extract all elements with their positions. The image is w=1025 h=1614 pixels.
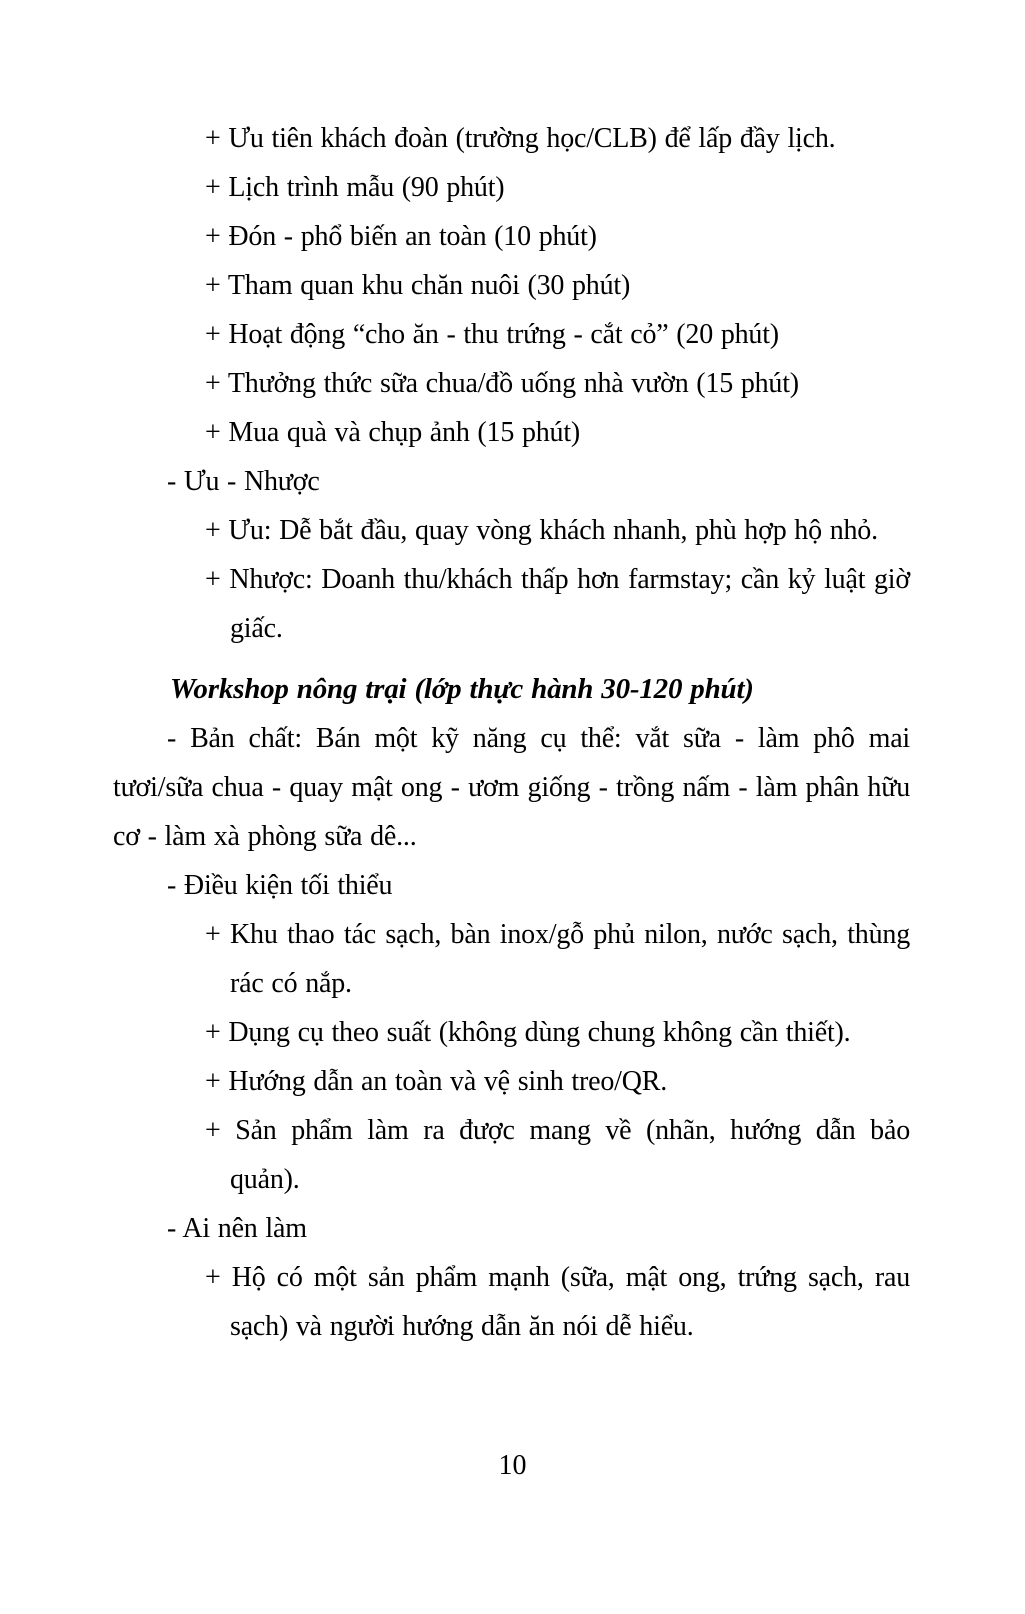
paragraph: + Ưu: Dễ bắt đầu, quay vòng khách nhanh, phù hợp hộ nhỏ. <box>205 515 878 546</box>
paragraph: + Ưu tiên khách đoàn (trường học/CLB) để lấp đầy lịch. <box>205 123 836 154</box>
paragraph: - Bản chất: Bán một kỹ năng cụ thể: vắt sữa - làm phô mai tươi/sữa chua - quay mật ong - ươm giống - trồng nấm - làm phân hữu cơ - làm xà phòng sữa dê... <box>113 723 910 852</box>
paragraph: + Hộ có một sản phẩm mạnh (sữa, mật ong, trứng sạch, rau sạch) và người hướng dẫn ăn nói dễ hiểu. <box>205 1262 910 1342</box>
paragraph: + Đón - phổ biến an toàn (10 phút) <box>205 221 597 252</box>
document-content <box>113 114 910 1351</box>
paragraph: + Dụng cụ theo suất (không dùng chung không cần thiết). <box>205 1017 851 1048</box>
paragraph: - Ai nên làm <box>167 1213 307 1244</box>
paragraph: + Tham quan khu chăn nuôi (30 phút) <box>205 270 631 301</box>
page-number: 10 <box>498 1450 527 1481</box>
paragraph: + Thưởng thức sữa chua/đồ uống nhà vườn (15 phút) <box>205 368 799 399</box>
paragraph: + Mua quà và chụp ảnh (15 phút) <box>205 417 581 448</box>
paragraph: + Nhược: Doanh thu/khách thấp hơn farmstay; cần kỷ luật giờ giấc. <box>205 564 910 644</box>
paragraph: + Hướng dẫn an toàn và vệ sinh treo/QR. <box>205 1066 667 1097</box>
paragraph: - Ưu - Nhược <box>167 466 320 497</box>
paragraph: - Điều kiện tối thiểu <box>167 870 393 901</box>
section-heading: Workshop nông trại (lớp thực hành 30-120 phút) <box>170 673 754 705</box>
paragraph: + Sản phẩm làm ra được mang về (nhãn, hướng dẫn bảo quản). <box>205 1115 910 1195</box>
paragraph: + Hoạt động “cho ăn - thu trứng - cắt cỏ” (20 phút) <box>205 319 779 350</box>
paragraph: + Lịch trình mẫu (90 phút) <box>205 172 505 203</box>
paragraph: + Khu thao tác sạch, bàn inox/gỗ phủ nilon, nước sạch, thùng rác có nắp. <box>205 919 910 999</box>
